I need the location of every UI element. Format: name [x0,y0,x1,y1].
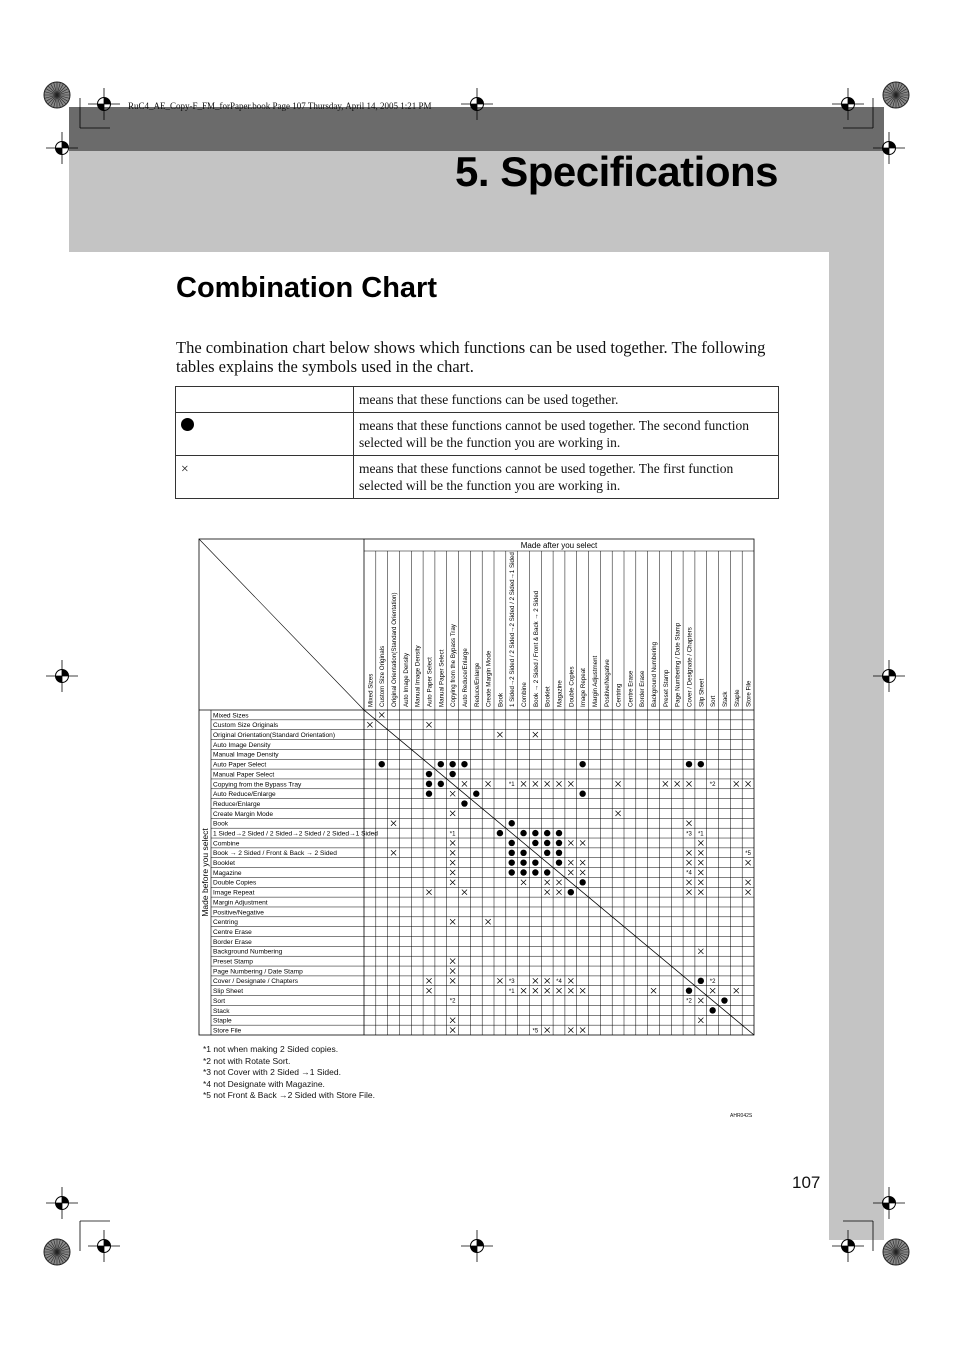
crosshair-fill [848,1240,855,1247]
crosshair-fill [883,676,890,683]
row-label: Sort [213,997,226,1005]
crosshair-fill [889,142,896,149]
crosshair-fill [56,148,63,155]
row-label: Auto Reduce/Enlarge [213,791,276,799]
row-label: Custom Size Originals [213,722,279,730]
row-label: Centring [213,919,238,927]
crosshair-fill [842,1246,849,1253]
row-label: Double Copies [213,879,257,887]
row-label: Margin Adjustment [213,899,268,907]
column-label: Reduce/Enlarge [473,662,481,707]
column-label: Preset Stamp [662,669,670,707]
column-label: Background Numbering [651,641,659,707]
cross-icon: × [181,461,189,476]
print-info-line: RuC4_AE_Copy-F_FM_forPaper.book Page 107 Thursday, April 14, 2005 1:21 PM [128,101,432,111]
row-axis-title: Made before you select [200,828,210,917]
column-label: Store File [745,680,753,707]
cell-footnote-mark: *1 [508,988,515,995]
cell-footnote-mark: *5 [532,1028,539,1035]
column-label: Page Numbering / Date Stamp [674,622,682,707]
crosshair-fill [883,148,890,155]
row-label: Auto Paper Select [213,761,267,769]
cell-footnote-mark: *2 [449,998,456,1005]
row-label: Copying from the Bypass Tray [213,781,302,789]
column-label: Manual Paper Select [438,649,446,707]
column-label: 1 Sided→2 Sided / 2 Sided→2 Sided / 2 Sided→1 Sided [509,552,517,707]
cell-footnote-mark: *4 [556,979,562,986]
crosshair-fill [104,1240,111,1247]
row-label: Slip Sheet [213,988,244,996]
row-label: Magazine [213,869,242,877]
column-label: Mixed Sizes [367,673,375,707]
footnote: *3 not Cover with 2 Sided →1 Sided. [203,1067,341,1077]
column-label: Margin Adjustment [591,655,599,707]
row-label: Store File [213,1027,242,1035]
section-title: Combination Chart [176,272,437,304]
crosshair-fill [56,676,63,683]
column-label: Manual Image Density [414,645,422,707]
column-label: Copying from the Bypass Tray [450,624,458,707]
crosshair-fill [471,1246,478,1253]
row-label: Page Numbering / Date Stamp [213,968,303,976]
row-label: Booklet [213,860,235,868]
column-label: Image Repeat [580,668,588,707]
crosshair-fill [889,1197,896,1204]
column-label: Custom Size Originals [379,645,387,707]
cell-footnote-mark: *2 [709,782,716,789]
column-label: Combine [521,682,529,707]
footnote: *4 not Designate with Magazine. [203,1078,325,1089]
column-label: Double Copies [568,666,576,707]
column-label: Magazine [556,680,564,707]
column-label: Auto Reduce/Enlarge [461,648,469,707]
footnote: *1 not when making 2 Sided copies. [203,1044,339,1054]
cell-footnote-mark: *4 [686,870,692,877]
row-label: Image Repeat [213,889,255,897]
footnote: *2 not with Rotate Sort. [203,1055,291,1066]
column-label: Sort [710,695,718,707]
crosshair-fill [842,104,849,111]
row-label: Book → 2 Sided / Front & Back → 2 Sided [213,850,337,858]
cell-footnote-mark: *1 [697,831,704,838]
row-label: Mixed Sizes [213,712,249,720]
crosshair-fill [98,1246,105,1253]
column-label: Auto Image Density [402,653,410,707]
cell-footnote-mark: *3 [508,979,515,986]
legend-description: means that these functions cannot be used together. The second function selected will be the function you are working in. [354,413,779,456]
row-label: 1 Sided→2 Sided / 2 Sided→2 Sided / 2 Sided→1 Sided [213,830,378,838]
column-label: Original Orientation(Standard Orientation) [391,592,399,707]
row-label: Preset Stamp [213,958,253,966]
column-label: Auto Paper Select [426,657,434,707]
crosshair-fill [62,670,69,677]
column-label: Positive/Negative [603,659,611,707]
cell-footnote-mark: *5 [745,851,751,858]
row-label: Cover / Designate / Chapters [213,978,299,986]
crosshair-fill [477,98,484,105]
crosshair-fill [477,1240,484,1247]
crosshair-fill [56,1203,63,1210]
column-label: Book [497,692,505,707]
legend-description: means that these functions can be used together. [354,387,779,413]
row-label: Combine [213,840,240,848]
column-axis-title: Made after you select [520,541,598,550]
column-label: Border Erase [639,670,647,707]
figure-code: AHR042S [730,1113,753,1119]
row-label: Original Orientation(Standard Orientation) [213,732,336,740]
row-label: Auto Image Density [213,741,271,749]
column-label: Book → 2 Sided / Front & Back → 2 Sided [532,590,540,707]
legend-description: means that these functions cannot be used together. The first function selected will be the function you are working in. [354,456,779,499]
column-label: Centring [615,683,623,707]
row-label: Border Erase [213,938,252,946]
row-label: Manual Paper Select [213,771,275,779]
crosshair-fill [883,1203,890,1210]
column-label: Stack [721,691,729,707]
cell-footnote-mark: *1 [508,782,515,789]
cell-footnote-mark: *2 [709,979,716,986]
column-label: Staple [733,689,741,707]
row-label: Manual Image Density [213,751,279,759]
column-label: Slip Sheet [698,678,706,707]
page-number: 107 [792,1173,821,1192]
crosshair-fill [104,98,111,105]
footnote: *5 not Front & Back →2 Sided with Store File. [203,1090,375,1100]
column-label: Cover / Designate / Chapters [686,627,694,707]
crosshair-fill [848,98,855,105]
crosshair-fill [98,104,105,111]
crosshair-fill [62,142,69,149]
intro-paragraph: The combination chart below shows which functions can be used together. The following tables explains the symbols used in the chart. [176,338,766,376]
crosshair-fill [889,670,896,677]
crosshair-fill [471,104,478,111]
column-label: Create Margin Mode [485,650,493,707]
row-label: Reduce/Enlarge [213,800,261,808]
row-label: Positive/Negative [213,909,264,917]
column-label: Centre Erase [627,670,635,707]
row-label: Stack [213,1007,230,1015]
cell-footnote-mark: *2 [686,998,692,1005]
column-label: Booklet [544,686,552,707]
row-label: Background Numbering [213,948,283,956]
row-label: Centre Erase [213,928,252,936]
row-label: Staple [213,1017,232,1025]
row-label: Book [213,820,229,828]
cell-footnote-mark: *1 [449,831,456,838]
chapter-title: 5. Specifications [455,148,778,195]
cell-footnote-mark: *3 [686,831,692,838]
crosshair-fill [62,1197,69,1204]
row-label: Create Margin Mode [213,810,274,818]
